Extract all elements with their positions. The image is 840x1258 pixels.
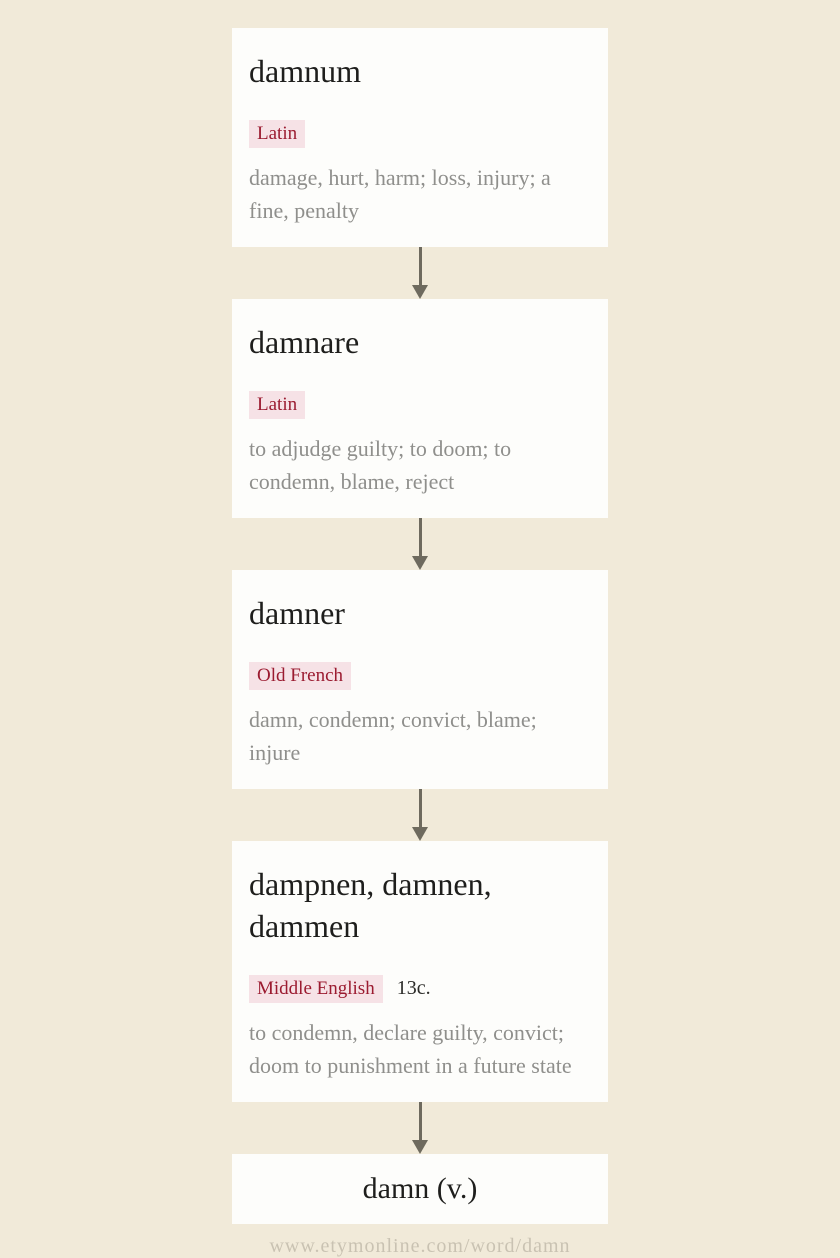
arrow-down-icon — [412, 1102, 428, 1154]
etymology-card-damn-final[interactable] — [232, 1154, 608, 1224]
word-title: damner — [249, 595, 345, 631]
etymology-card-damnum[interactable] — [232, 28, 608, 247]
word-definition: damage, hurt, harm; loss, injury; a fine, penalty — [249, 165, 551, 223]
badge-row — [249, 120, 591, 148]
watermark-url: www.etymonline.com/word/damn — [269, 1235, 571, 1257]
final-word-title: damn (v.) — [362, 1172, 478, 1205]
word-definition: damn, condemn; convict, blame; injure — [249, 707, 537, 765]
date-label: 13c. — [396, 977, 431, 999]
word-title: damnare — [249, 324, 360, 360]
word-definition: to condemn, declare guilty, convict; doom to punishment in a future state — [249, 1020, 572, 1078]
language-badge: Latin — [249, 391, 305, 419]
word-definition: to adjudge guilty; to doom; to condemn, blame, reject — [249, 436, 512, 494]
language-badge: Middle English — [249, 975, 383, 1003]
word-title: dampnen, damnen, dammen — [249, 866, 492, 944]
etymology-card-damner[interactable] — [232, 570, 608, 789]
language-badge: Latin — [249, 120, 305, 148]
word-title: damnum — [249, 53, 361, 89]
arrow-down-icon — [412, 789, 428, 841]
badge-row — [249, 391, 591, 419]
etymology-card-damnare[interactable] — [232, 299, 608, 518]
arrow-down-icon — [412, 518, 428, 570]
etymology-card-dampnen[interactable] — [232, 841, 608, 1102]
badge-row — [249, 975, 591, 1003]
arrow-down-icon — [412, 247, 428, 299]
language-badge: Old French — [249, 662, 351, 690]
badge-row — [249, 662, 591, 690]
